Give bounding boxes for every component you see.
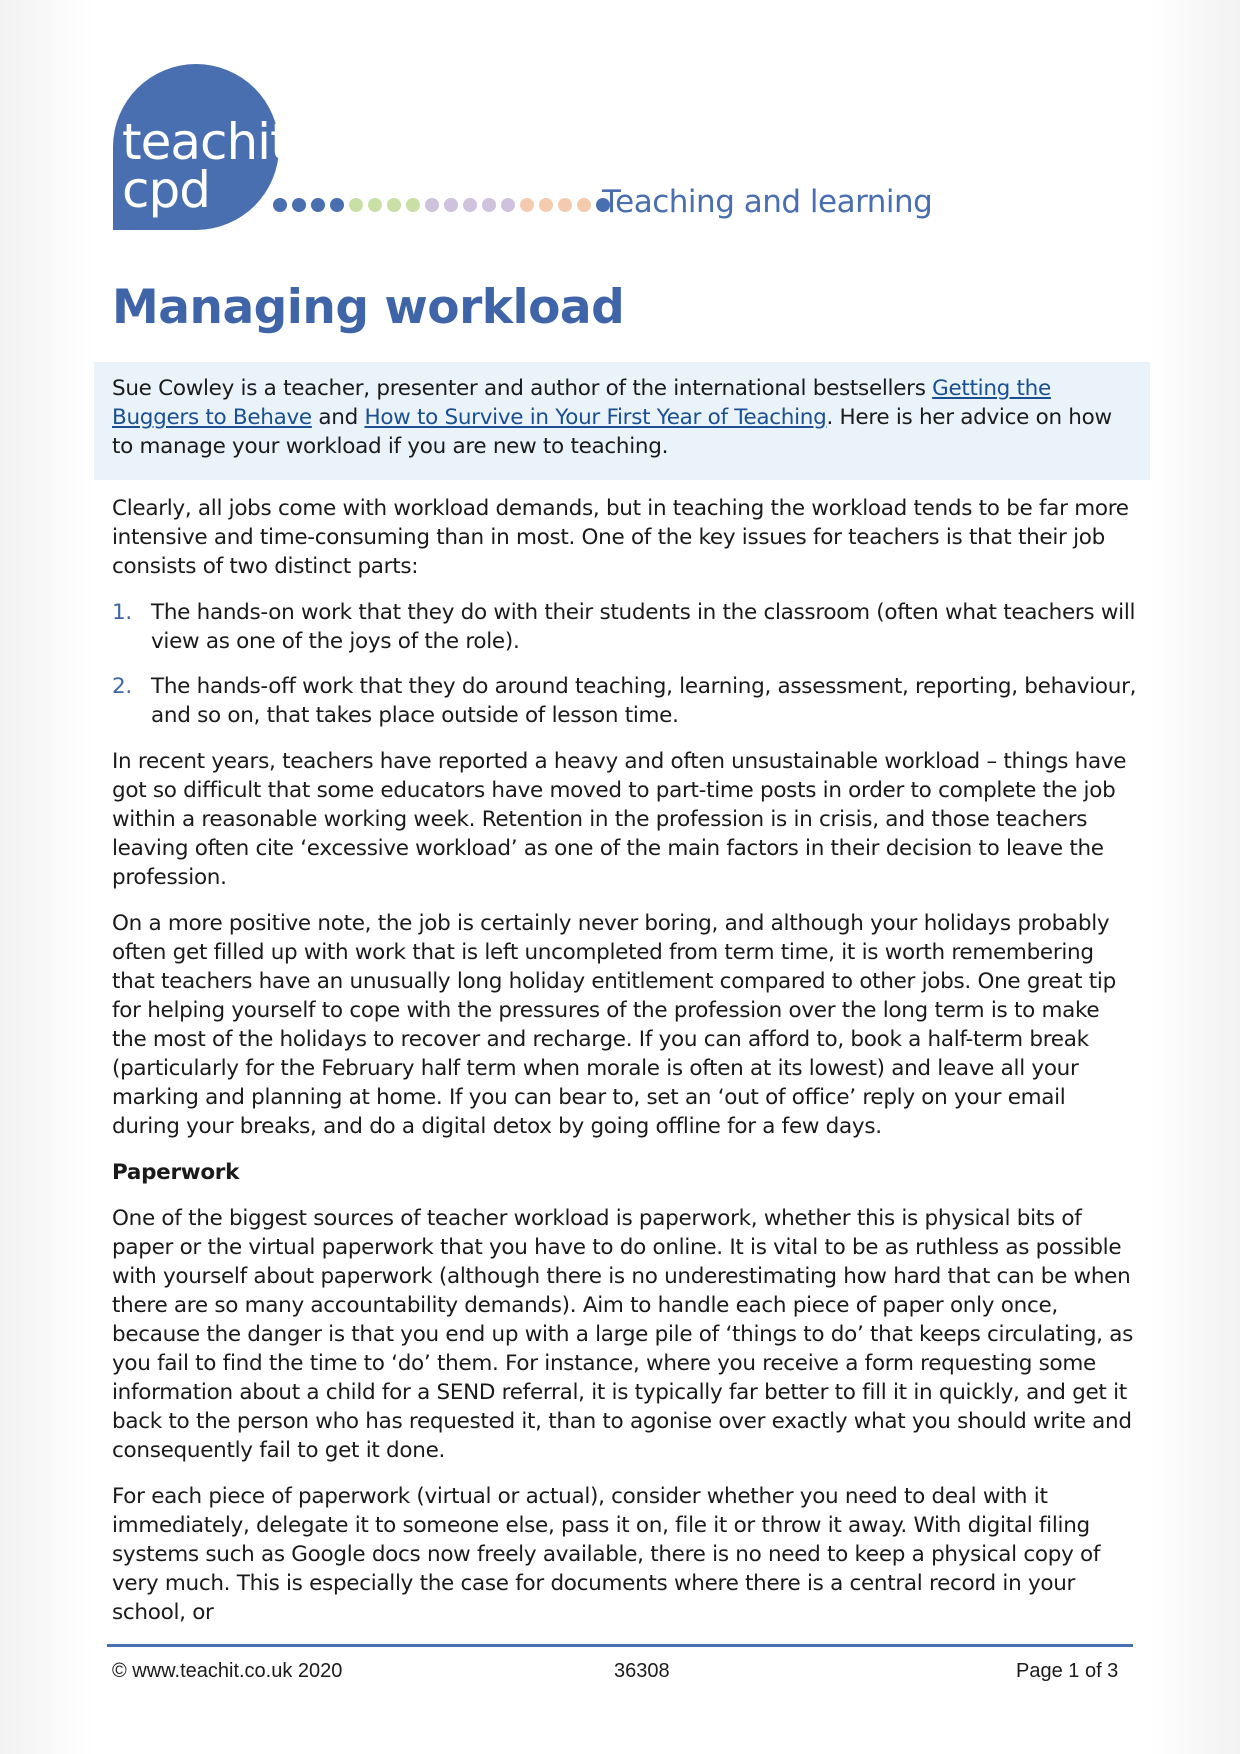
decorative-dot	[273, 198, 287, 212]
list-number: 1.	[112, 600, 132, 625]
logo-line-cpd: cpd	[122, 161, 210, 219]
header-tagline: Teaching and learning	[602, 184, 933, 220]
decorative-dots	[273, 198, 610, 212]
decorative-dot	[368, 198, 382, 212]
decorative-dot	[330, 198, 344, 212]
paragraph-3: On a more positive note, the job is certainly never boring, and although your holidays probably often get filled up with work that is left uncompleted from term time, it is worth remembering that teachers have an unusually long holiday entitlement compared to other jobs. One great tip for helping yourself to cope with the pressures of the profession over the long term is to make the most of the holidays to recover and recharge. If you can afford to, book a half-term break (particularly for the February half term when morale is often at its lowest) and leave all your marking and planning at home. If you can bear to, set an ‘out of office’ reply on your email during your breaks, and do a digital detox by going offline for a few days.	[112, 911, 1116, 1139]
list-item-text: The hands-on work that they do with their students in the classroom (often what teachers will view as one of the joys of the role).	[151, 600, 1136, 654]
page-title: Managing workload	[112, 280, 625, 335]
section-heading-paperwork: Paperwork	[112, 1160, 240, 1185]
list-number: 2.	[112, 674, 132, 699]
link-how-to-survive[interactable]: How to Survive in Your First Year of Teaching	[364, 405, 827, 430]
page-margin-left	[0, 0, 95, 1754]
decorative-dot	[444, 198, 458, 212]
footer-copyright: © www.teachit.co.uk 2020	[112, 1660, 343, 1682]
footer-divider	[107, 1644, 1133, 1647]
link-getting-the-buggers-to-behave[interactable]: Getting the Buggers to Behave	[112, 376, 1051, 430]
intro-text-and: and	[311, 405, 365, 430]
decorative-dot	[425, 198, 439, 212]
intro-text-before: Sue Cowley is a teacher, presenter and author of the international bestsellers	[112, 376, 933, 401]
logo-line-teachit: teachit	[122, 113, 289, 171]
decorative-dot	[482, 198, 496, 212]
footer-page-number: Page 1 of 3	[1016, 1660, 1119, 1682]
decorative-dot	[520, 198, 534, 212]
decorative-dot	[577, 198, 591, 212]
decorative-dot	[463, 198, 477, 212]
article-body	[112, 494, 1137, 1644]
decorative-dot	[292, 198, 306, 212]
list-item-text: The hands-off work that they do around teaching, learning, assessment, reporting, behaviour, and so on, that takes place outside of lesson time.	[151, 674, 1137, 728]
paragraph-4: One of the biggest sources of teacher workload is paperwork, whether this is physical bits of paper or the virtual paperwork that you have to do online. It is vital to be as ruthless as possible with yourself about paperwork (although there is no underestimating how hard that can be when there are so many accountability demands). Aim to handle each piece of paper only once, because the danger is that you end up with a large pile of ‘things to do’ that keeps circulating, as you fail to find the time to ‘do’ them. For instance, where you receive a form requesting some information about a child for a SEND referral, it is typically far better to fill it in quickly, and get it back to the person who has requested it, than to agonise over exactly what you should write and consequently fail to get it done.	[112, 1206, 1134, 1463]
decorative-dot	[349, 198, 363, 212]
paragraph-5: For each piece of paperwork (virtual or actual), consider whether you need to deal with it immediately, delegate it to someone else, pass it on, file it or throw it away. With digital filing systems such as Google docs now freely available, there is no need to keep a physical copy of very much. This is especially the case for documents where there is a central record in your school, or	[112, 1484, 1101, 1625]
list-item	[112, 598, 1137, 656]
page-margin-right	[1150, 0, 1240, 1754]
decorative-dot	[387, 198, 401, 212]
intro-paragraph	[112, 374, 1132, 461]
list-item	[112, 672, 1137, 730]
decorative-dot	[311, 198, 325, 212]
decorative-dot	[558, 198, 572, 212]
decorative-dot	[539, 198, 553, 212]
job-parts-list	[112, 598, 1137, 730]
paragraph-2: In recent years, teachers have reported a heavy and often unsustainable workload – things have got so difficult that some educators have moved to part-time posts in order to complete the job within a reasonable working week. Retention in the profession is in crisis, and those teachers leaving often cite ‘excessive workload’ as one of the main factors in their decision to leave the profession.	[112, 749, 1127, 890]
decorative-dot	[406, 198, 420, 212]
logo-text	[122, 113, 289, 219]
decorative-dot	[501, 198, 515, 212]
footer-resource-code: 36308	[614, 1660, 670, 1682]
intro-text-after: . Here is her advice on how to manage your workload if you are new to teaching.	[112, 405, 1112, 459]
paragraph-1: Clearly, all jobs come with workload demands, but in teaching the workload tends to be far more intensive and time-consuming than in most. One of the key issues for teachers is that their job consists of two distinct parts:	[112, 496, 1129, 579]
